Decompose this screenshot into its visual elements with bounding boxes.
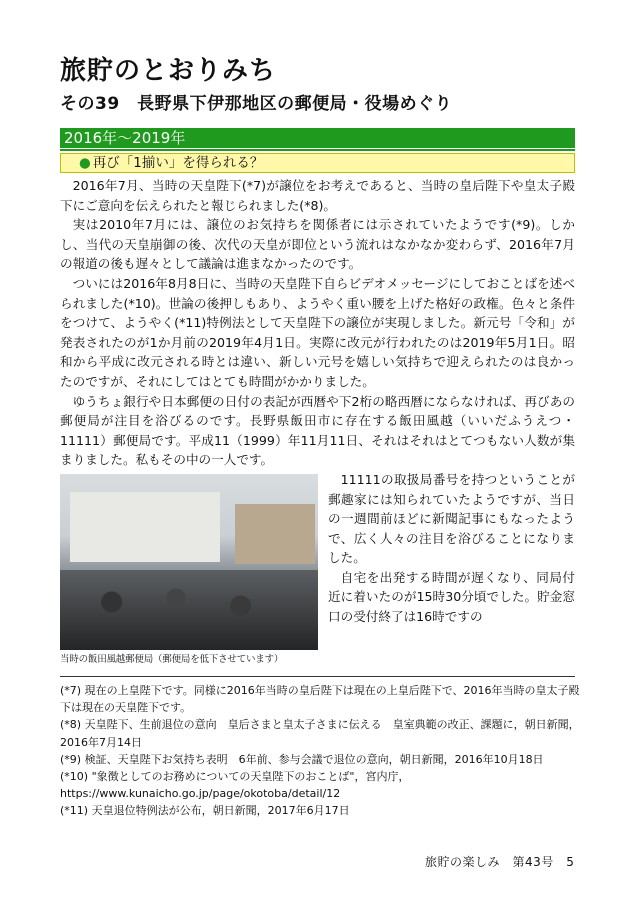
footnote-10: (*10) "象徴としてのお務めについての天皇陛下のおことば"，宮内庁，https://www.kunaicho.go.jp/page/okotoba/detail/12 — [60, 770, 410, 801]
photo-caption: 当時の飯田風越郵便局（郵便局を低下させています） — [60, 653, 284, 665]
section-heading: 2016年～2019年 — [64, 129, 186, 147]
subheading-box — [60, 153, 575, 173]
photo-building — [70, 492, 220, 562]
footnote-8: (*8) 天皇陛下、生前退位の意向 皇后さまと皇太子さまに伝える 皇室典範の改正、課題に，朝日新聞，2016年7月14日 — [60, 718, 580, 749]
paragraph-1: 2016年7月、当時の天皇陛下(*7)が譲位をお考えであると、当時の皇后陛下や皇太子殿下にご意向を伝えられたと報じられました(*8)。 — [60, 178, 575, 213]
post-office-photo — [60, 474, 318, 650]
page-footer: 旅貯の楽しみ 第43号 5 — [425, 855, 575, 869]
page-title: 旅貯のとおりみち — [60, 56, 277, 86]
footnotes — [60, 682, 580, 820]
paragraph-6: 自宅を出発する時間が遅くなり、同局付近に着いたのが15時30分頃でした。貯金窓口の受付終了は16時ですの — [328, 569, 575, 625]
photo-building-right — [235, 504, 315, 564]
footnote-9: (*9) 検証、天皇陛下お気持ち表明 6年前、参与会議で退位の意向，朝日新聞，2016年10月18日 — [60, 752, 544, 766]
section-heading-bar — [60, 128, 575, 148]
footnote-11: (*11) 天皇退位特例法が公布，朝日新聞，2017年6月17日 — [60, 804, 350, 818]
paragraph-3: ついには2016年8月8日に、当時の天皇陛下自らビデオメッセージにしておことばを述べられました(*10)。世論の後押しもあり、ようやく重い腰を上げた格好の政権。色々と条件をつけて、ようやく(*11)特例法として天皇陛下の譲位が実現しました。新元号「令和」が発表されたのが1か月前の2019年4月1日。実際に改元が行われたのは2019年5月1日。昭和から平成に改元される時とは違い、新しい元号を嬉しい気持ちで迎えられたのは良かったのですが、それにしてはとても時間がかかりました。 — [60, 275, 575, 389]
subheading-text: 再び「1揃い」を得られる？ — [92, 155, 264, 171]
article-body — [60, 176, 575, 668]
paragraph-2: 実は2010年7月には、譲位のお気持ちを関係者には示されていたようです(*9)。しかし、当代の天皇崩御の後、次代の天皇が即位という流れはなかなか変わらず、2016年7月の報道の後も遅々として議論は進まなかったのです。 — [60, 217, 575, 272]
page-subtitle: その39 長野県下伊那地区の郵便局・役場めぐり — [60, 94, 453, 114]
photo-crowd — [60, 570, 318, 650]
bullet-icon: ● — [79, 155, 91, 171]
footnote-7: (*7) 現在の上皇陛下です。同様に2016年当時の皇后陛下は現在の上皇后陛下で、2016年当時の皇太子殿下は現在の天皇陛下です。 — [60, 684, 580, 715]
paragraph-5: 11111の取扱局番号を持つということが郵趣家には知られていたようですが、当日の一週間前ほどに新聞記事にもなったようで、広く人々の注目を浴びることになりました。 — [328, 471, 575, 566]
section-underline — [60, 149, 575, 151]
notes-divider — [60, 676, 575, 677]
paragraph-4: ゆうちょ銀行や日本郵便の日付の表記が西暦や下2桁の略西暦にならなければ、再びあの郵便局が注目を浴びるのです。長野県飯田市に存在する飯田風越（いいだふうえつ・11111）郵便局です。平成11（1999）年11月11日、それはそれはとてつもない人数が集まりました。私もその中の一人です。 — [60, 393, 575, 468]
